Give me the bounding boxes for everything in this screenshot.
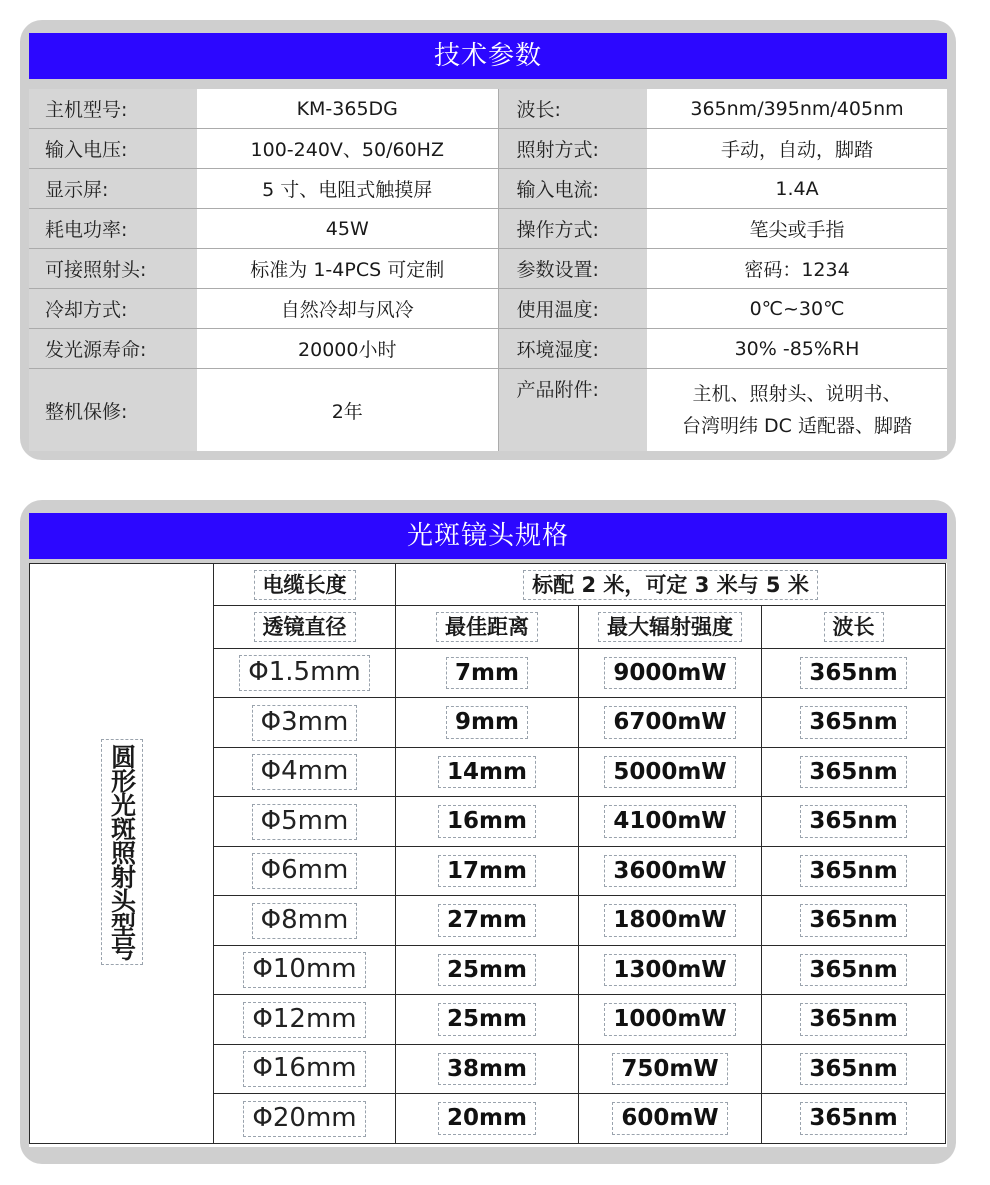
spec-value-line: 台湾明纬 DC 适配器、脚踏 — [682, 415, 912, 437]
lens-card — [20, 500, 956, 1164]
lens-distance: 25mm — [438, 954, 536, 986]
spec-label: 显示屏: — [29, 169, 197, 209]
lens-distance: 27mm — [438, 904, 536, 936]
lens-title: 光斑镜头规格 — [29, 513, 947, 559]
lens-diameter: Φ12mm — [243, 1002, 365, 1038]
spec-label: 可接照射头: — [29, 249, 197, 289]
header-wavelength: 波长 — [824, 612, 884, 642]
header-diameter: 透镜直径 — [254, 612, 356, 642]
lens-intensity: 6700mW — [604, 706, 735, 738]
lens-intensity: 1300mW — [604, 954, 735, 986]
lens-distance: 7mm — [446, 657, 528, 689]
spec-value: 自然冷却与风冷 — [197, 289, 498, 329]
lens-wavelength: 365nm — [800, 1003, 906, 1035]
lens-wavelength: 365nm — [800, 954, 906, 986]
lens-wavelength: 365nm — [800, 904, 906, 936]
spec-row — [29, 169, 947, 209]
spec-label: 参数设置: — [498, 249, 647, 289]
spec-value: KM-365DG — [197, 89, 498, 129]
lens-diameter: Φ1.5mm — [239, 655, 369, 691]
lens-wavelength: 365nm — [800, 657, 906, 689]
lens-distance: 20mm — [438, 1102, 536, 1134]
spec-label: 产品附件: — [498, 369, 647, 452]
side-label-cell — [30, 564, 214, 1144]
spec-value — [647, 369, 947, 452]
spec-value: 密码：1234 — [647, 249, 947, 289]
spec-table — [29, 89, 947, 451]
cable-label: 电缆长度 — [254, 570, 356, 600]
lens-diameter: Φ20mm — [243, 1101, 365, 1137]
spec-value: 20000小时 — [197, 329, 498, 369]
lens-diameter: Φ3mm — [252, 705, 358, 741]
spec-label: 输入电流: — [498, 169, 647, 209]
spec-value: 1.4A — [647, 169, 947, 209]
lens-intensity: 600mW — [612, 1102, 727, 1134]
spec-value: 0℃~30℃ — [647, 289, 947, 329]
spec-label: 操作方式: — [498, 209, 647, 249]
lens-wavelength: 365nm — [800, 756, 906, 788]
lens-diameter: Φ8mm — [252, 903, 358, 939]
lens-diameter: Φ10mm — [243, 952, 365, 988]
cable-value: 标配 2 米，可定 3 米与 5 米 — [523, 570, 818, 600]
lens-diameter: Φ4mm — [252, 754, 358, 790]
lens-wavelength: 365nm — [800, 1053, 906, 1085]
spec-label: 波长: — [498, 89, 647, 129]
spec-label: 冷却方式: — [29, 289, 197, 329]
spec-value: 笔尖或手指 — [647, 209, 947, 249]
cable-value-cell — [396, 564, 946, 606]
lens-intensity: 3600mW — [604, 855, 735, 887]
spec-value: 2年 — [197, 369, 498, 452]
lens-table — [29, 563, 946, 1144]
spec-value: 5 寸、电阻式触摸屏 — [197, 169, 498, 209]
lens-distance: 17mm — [438, 855, 536, 887]
cable-label-cell — [214, 564, 396, 606]
side-label: 圆形光斑照射头型号 — [101, 739, 143, 965]
spec-value: 30% -85%RH — [647, 329, 947, 369]
spec-label: 发光源寿命: — [29, 329, 197, 369]
spec-row — [29, 289, 947, 329]
spec-value: 手动，自动，脚踏 — [647, 129, 947, 169]
lens-intensity: 4100mW — [604, 805, 735, 837]
lens-intensity: 5000mW — [604, 756, 735, 788]
lens-table-wrapper — [29, 563, 947, 1147]
header-distance: 最佳距离 — [436, 612, 538, 642]
lens-distance: 25mm — [438, 1003, 536, 1035]
lens-wavelength: 365nm — [800, 706, 906, 738]
spec-row — [29, 89, 947, 129]
spec-row — [29, 209, 947, 249]
spec-row — [29, 369, 947, 452]
lens-intensity: 9000mW — [604, 657, 735, 689]
spec-label: 耗电功率: — [29, 209, 197, 249]
lens-diameter: Φ6mm — [252, 853, 358, 889]
spec-label: 输入电压: — [29, 129, 197, 169]
lens-wavelength: 365nm — [800, 855, 906, 887]
spec-label: 照射方式: — [498, 129, 647, 169]
header-intensity: 最大辐射强度 — [598, 612, 742, 642]
spec-label: 主机型号: — [29, 89, 197, 129]
spec-value: 365nm/395nm/405nm — [647, 89, 947, 129]
spec-row — [29, 329, 947, 369]
spec-label: 使用温度: — [498, 289, 647, 329]
spec-value-line: 主机、照射头、说明书、 — [692, 383, 902, 405]
lens-intensity: 750mW — [612, 1053, 727, 1085]
spec-title: 技术参数 — [29, 33, 947, 79]
lens-distance: 9mm — [446, 706, 528, 738]
spec-row — [29, 129, 947, 169]
spec-row — [29, 249, 947, 289]
lens-intensity: 1000mW — [604, 1003, 735, 1035]
spec-label: 整机保修: — [29, 369, 197, 452]
lens-wavelength: 365nm — [800, 1102, 906, 1134]
lens-intensity: 1800mW — [604, 904, 735, 936]
lens-diameter: Φ16mm — [243, 1051, 365, 1087]
spec-label: 环境湿度: — [498, 329, 647, 369]
lens-distance: 16mm — [438, 805, 536, 837]
lens-diameter: Φ5mm — [252, 804, 358, 840]
cable-row — [30, 564, 946, 606]
spec-card — [20, 20, 956, 460]
spec-value: 标准为 1-4PCS 可定制 — [197, 249, 498, 289]
spec-value: 45W — [197, 209, 498, 249]
lens-wavelength: 365nm — [800, 805, 906, 837]
lens-distance: 38mm — [438, 1053, 536, 1085]
spec-value: 100-240V、50/60HZ — [197, 129, 498, 169]
lens-distance: 14mm — [438, 756, 536, 788]
